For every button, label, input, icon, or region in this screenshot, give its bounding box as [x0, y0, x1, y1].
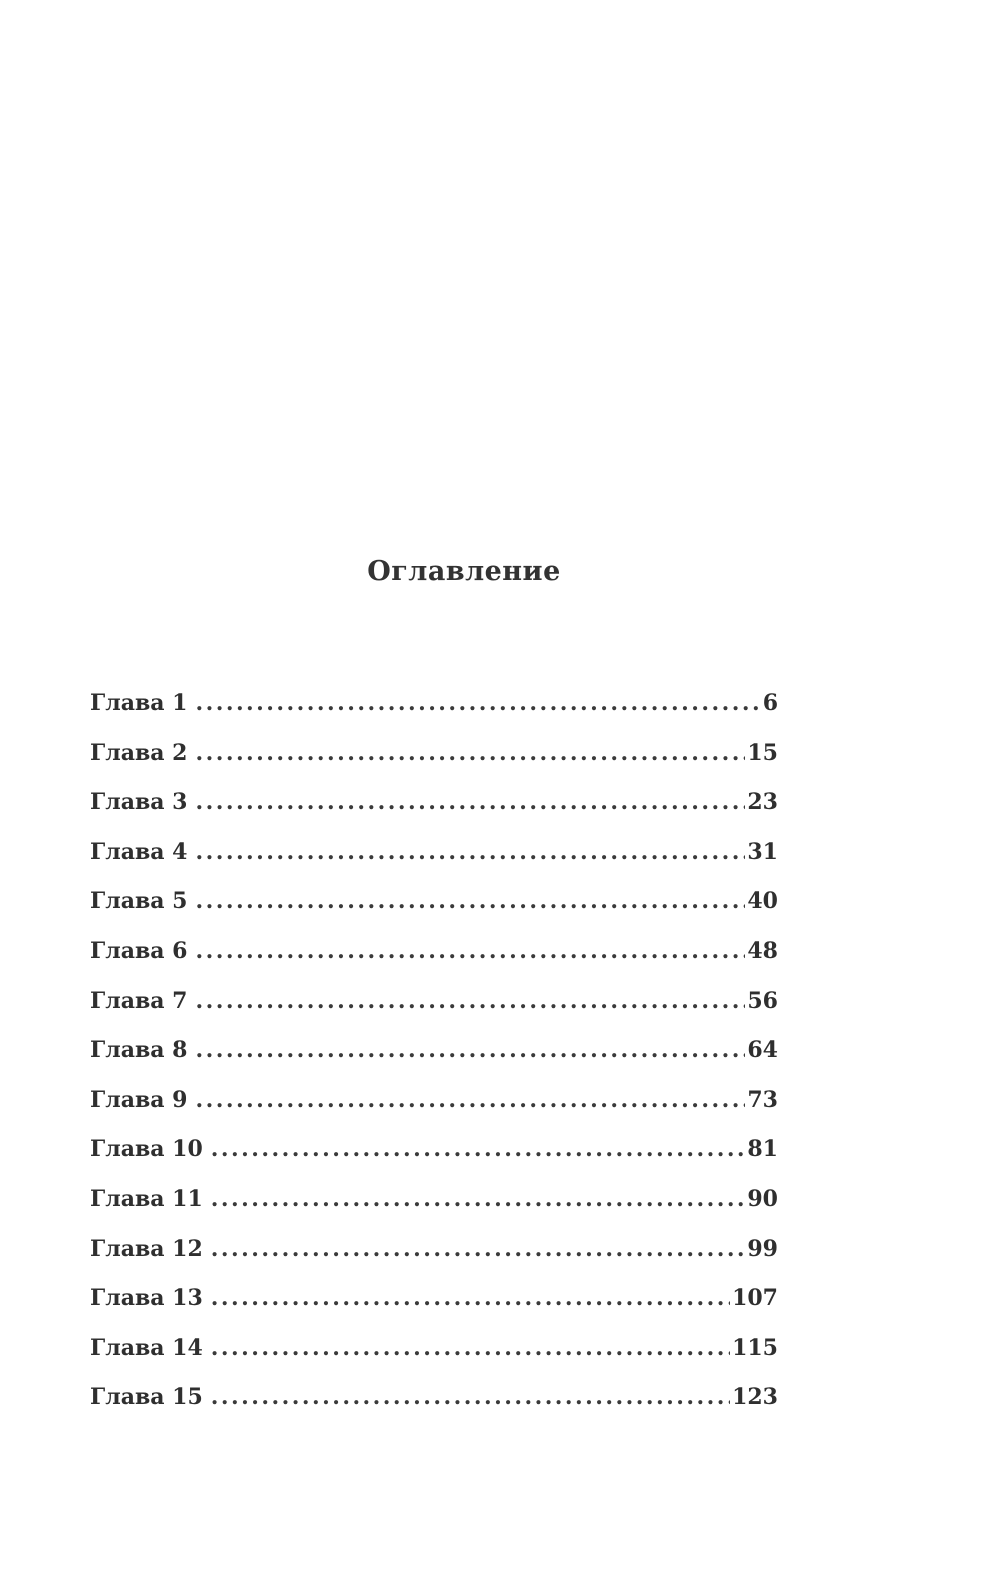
- toc-dot-leader: [211, 1384, 730, 1410]
- toc-entry-label: Глава 8: [90, 1037, 188, 1064]
- toc-dot-leader: [195, 740, 745, 766]
- toc-entry-page: 123: [732, 1384, 778, 1411]
- toc-entry: [90, 988, 778, 1038]
- toc-entry: [90, 1384, 778, 1434]
- toc-entry-label: Глава 1: [90, 690, 188, 716]
- toc-entry-page: 48: [747, 937, 778, 964]
- toc-entry: [90, 1087, 778, 1137]
- toc-list: [90, 690, 778, 1434]
- toc-entry-page: 64: [747, 1037, 778, 1064]
- toc-entry-page: 31: [747, 838, 778, 865]
- toc-dot-leader: [211, 1236, 746, 1262]
- toc-entry: [90, 690, 778, 740]
- toc-dot-leader: [195, 988, 745, 1014]
- toc-entry: [90, 1037, 778, 1087]
- toc-dot-leader: [195, 839, 745, 865]
- toc-entry-label: Глава 12: [90, 1235, 203, 1262]
- toc-dot-leader: [195, 1037, 745, 1063]
- toc-entry-label: Глава 11: [90, 1185, 203, 1212]
- toc-entry-label: Глава 4: [90, 838, 188, 865]
- toc-entry-page: 40: [747, 888, 778, 915]
- toc-entry: [90, 938, 778, 988]
- toc-dot-leader: [211, 1335, 730, 1361]
- toc-entry: [90, 789, 778, 839]
- toc-dot-leader: [195, 690, 760, 716]
- toc-entry-page: 23: [747, 789, 778, 816]
- toc-entry-label: Глава 14: [90, 1334, 203, 1361]
- toc-entry: [90, 1335, 778, 1385]
- toc-entry-page: 73: [747, 1086, 778, 1113]
- toc-dot-leader: [211, 1136, 746, 1162]
- toc-entry: [90, 1285, 778, 1335]
- toc-entry-label: Глава 6: [90, 937, 188, 964]
- toc-entry-label: Глава 5: [90, 888, 188, 915]
- toc-dot-leader: [195, 888, 745, 914]
- toc-entry-page: 107: [732, 1285, 778, 1312]
- toc-entry-page: 90: [747, 1185, 778, 1212]
- toc-entry-label: Глава 9: [90, 1086, 188, 1113]
- toc-entry: [90, 888, 778, 938]
- toc-entry-page: 15: [747, 739, 778, 766]
- toc-entry: [90, 839, 778, 889]
- toc-entry-label: Глава 13: [90, 1285, 203, 1312]
- toc-entry: [90, 1236, 778, 1286]
- toc-entry: [90, 1186, 778, 1236]
- toc-entry-page: 81: [747, 1136, 778, 1163]
- toc-entry: [90, 1136, 778, 1186]
- toc-entry-label: Глава 2: [90, 739, 188, 766]
- toc-dot-leader: [195, 1087, 745, 1113]
- toc-entry-page: 6: [762, 690, 778, 716]
- toc-entry-page: 99: [747, 1235, 778, 1262]
- toc-entry: [90, 740, 778, 790]
- toc-dot-leader: [211, 1285, 730, 1311]
- toc-dot-leader: [195, 938, 745, 964]
- toc-dot-leader: [195, 789, 745, 815]
- toc-title: Оглавление: [367, 556, 561, 587]
- toc-dot-leader: [211, 1186, 746, 1212]
- toc-entry-label: Глава 3: [90, 789, 188, 816]
- toc-entry-page: 56: [747, 987, 778, 1014]
- toc-entry-label: Глава 7: [90, 987, 188, 1014]
- toc-entry-label: Глава 10: [90, 1136, 203, 1163]
- toc-entry-label: Глава 15: [90, 1384, 203, 1411]
- toc-entry-page: 115: [732, 1334, 778, 1361]
